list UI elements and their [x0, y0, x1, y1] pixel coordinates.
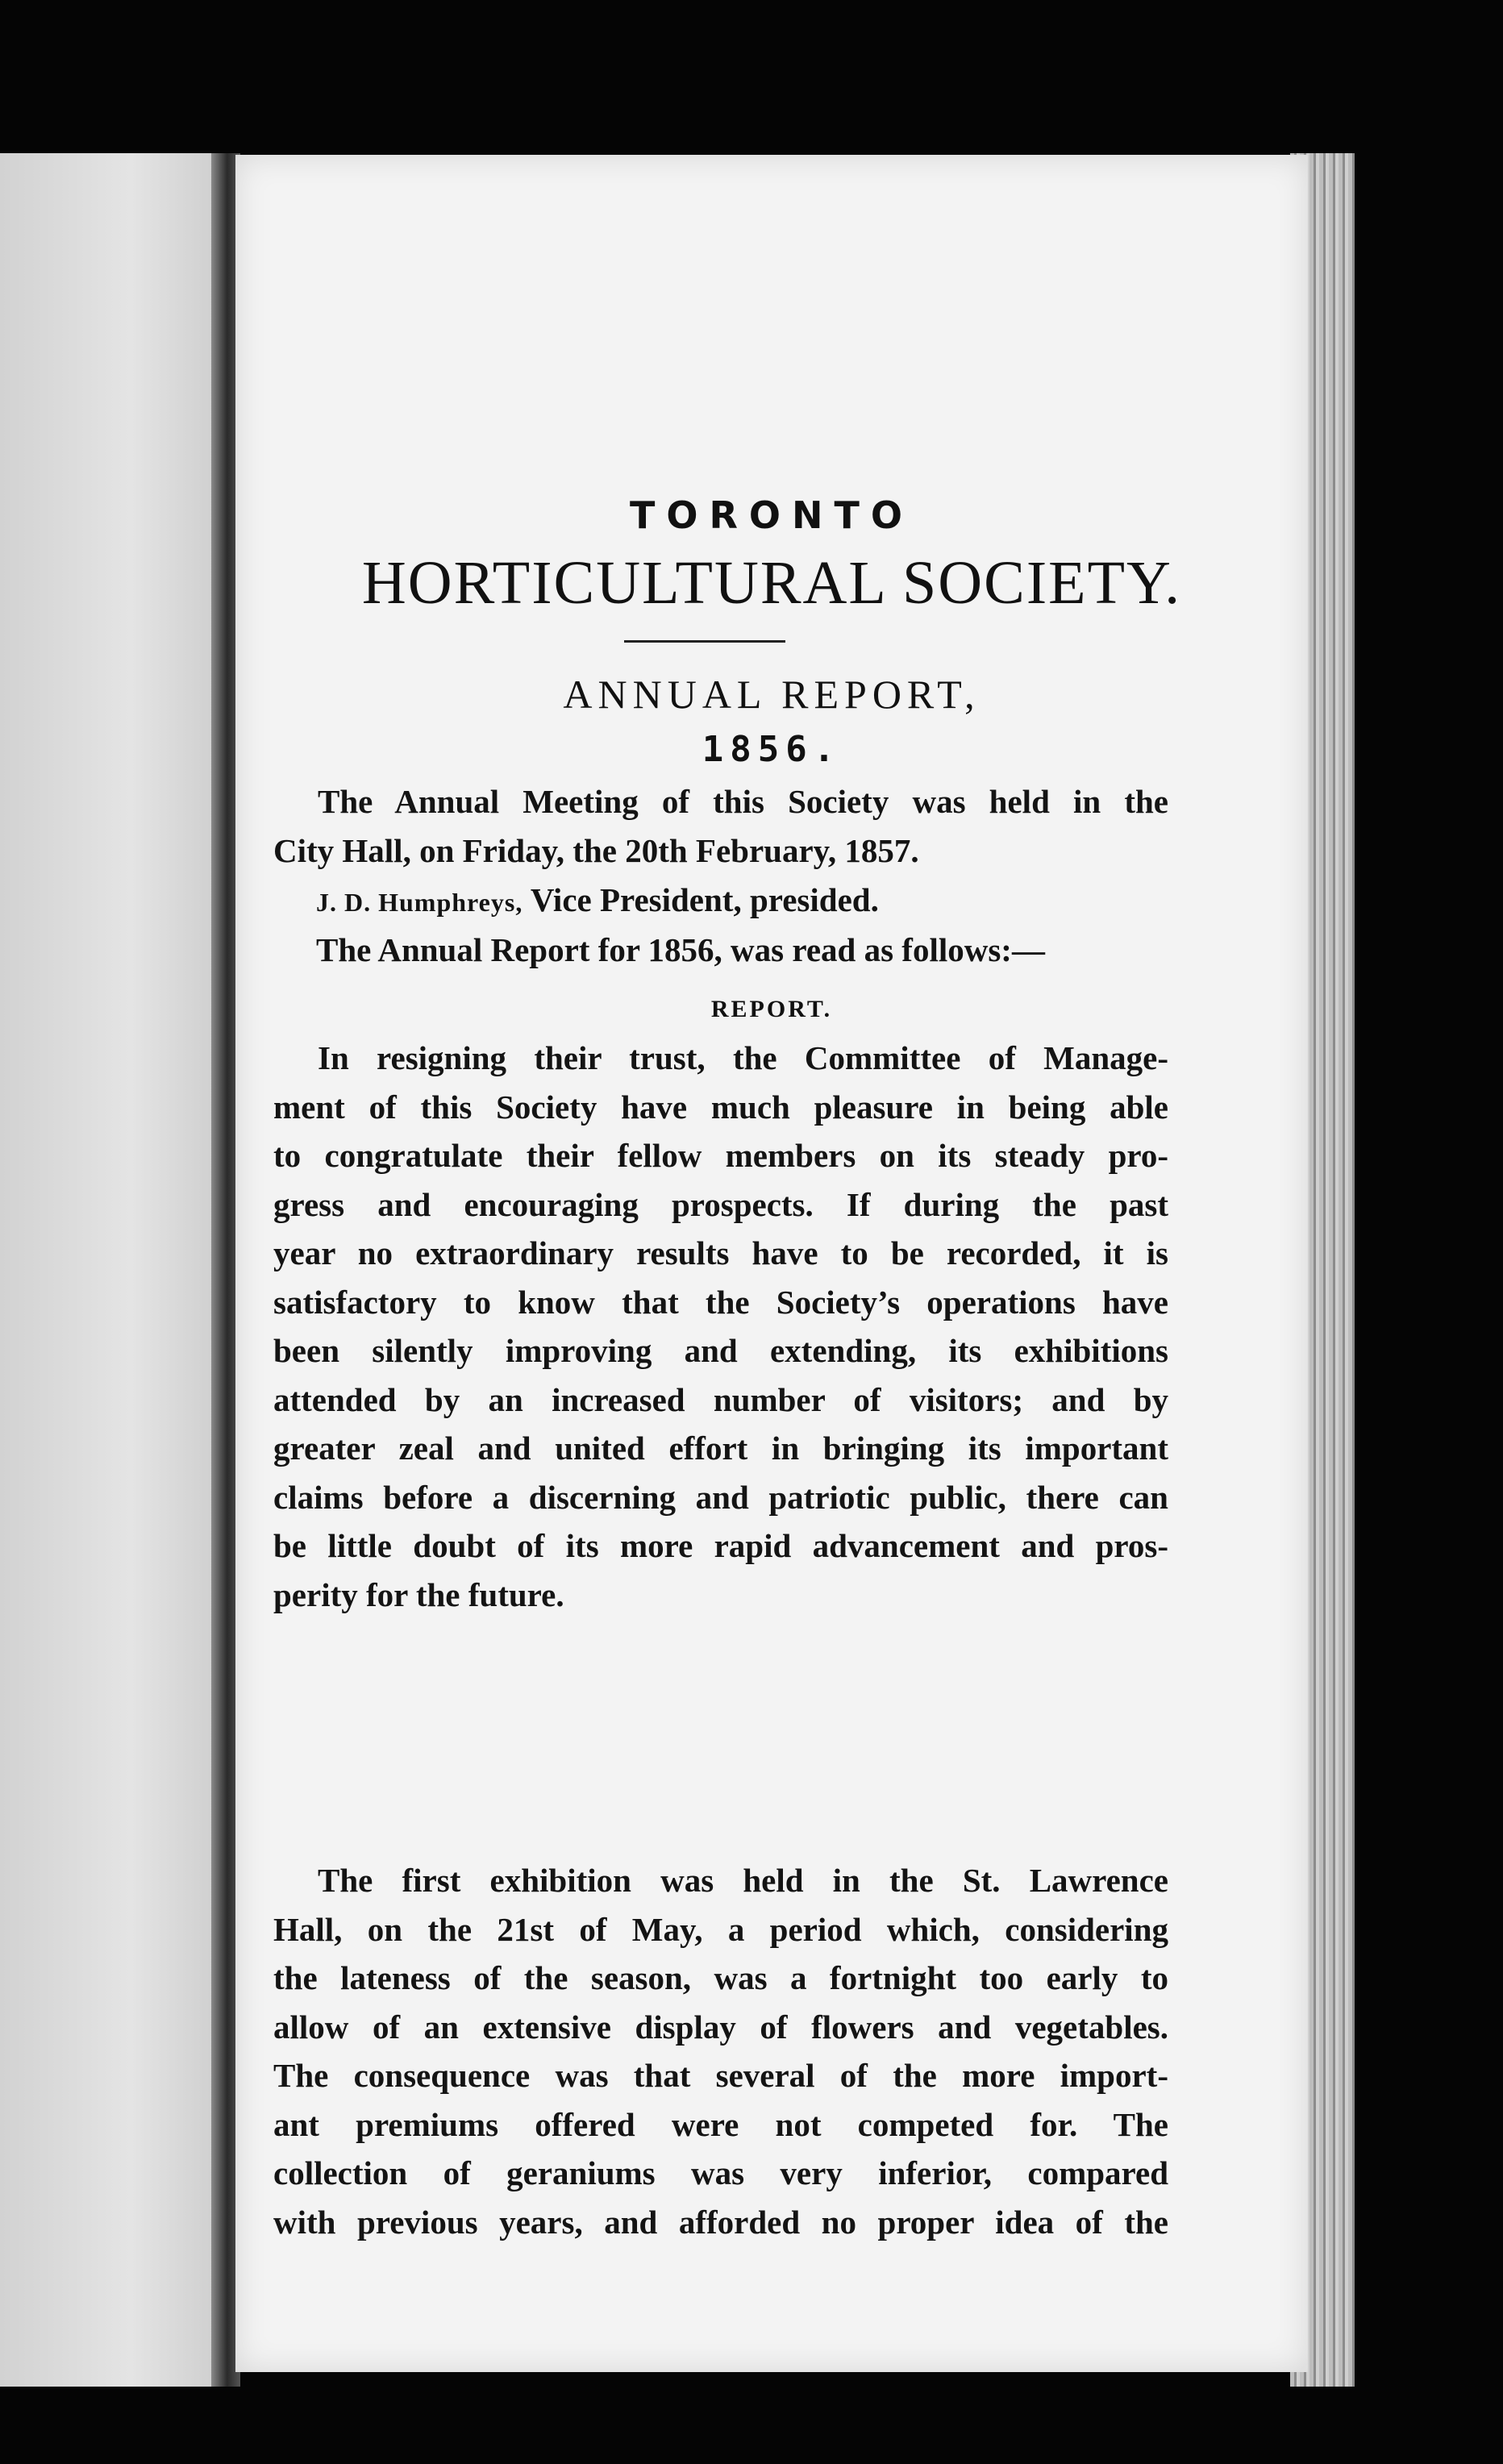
text-line: ment of this Society have much pleasure in being able [273, 1088, 1168, 1126]
text-line: In resigning their trust, the Committee of Manage- [318, 1039, 1168, 1076]
heading-rule [624, 640, 785, 643]
text-line: ant premiums offered were not competed for. The [273, 2105, 1168, 2143]
heading-society: HORTICULTURAL SOCIETY. [361, 549, 1182, 617]
text-line: year no extraordinary results have to be recorded, it is [273, 1234, 1168, 1272]
presiding-officer-name: J. D. Humphreys, [316, 888, 523, 917]
text-line: The consequence was that several of the more import- [273, 2057, 1168, 2094]
report-paragraph-1 [273, 1034, 1168, 1619]
text-line: City Hall, on Friday, the 20th February, 1857. [273, 831, 919, 869]
text-line: greater zeal and united effort in bringing its important [273, 1430, 1168, 1467]
report-paragraph-2 [273, 1856, 1168, 2246]
text-line: The Annual Meeting of this Society was held in the [318, 783, 1168, 820]
text-line: collection of geraniums was very inferior, compared [273, 2154, 1168, 2191]
presided-text: Vice President, presided. [523, 881, 879, 918]
text-line: claims before a discerning and patriotic public, there can [273, 1478, 1168, 1516]
text-line: The first exhibition was held in the St. Lawrence [318, 1862, 1168, 1899]
heading-city: TORONTO [630, 493, 914, 537]
text-line: allow of an extensive display of flowers and vegetables. [273, 2008, 1168, 2046]
read-line: The Annual Report for 1856, was read as follows:— [316, 931, 1045, 968]
text-line: perity for the future. [273, 1575, 564, 1613]
book-page [235, 155, 1308, 2372]
report-subheading: REPORT. [710, 996, 833, 1022]
meeting-paragraph [273, 777, 1168, 875]
text-line: be little doubt of its more rapid advancement and pros- [273, 1527, 1168, 1564]
text-line: satisfactory to know that the Society’s operations have [273, 1283, 1168, 1321]
text-line: attended by an increased number of visitors; and by [273, 1380, 1168, 1418]
heading-year: 1856. [702, 729, 842, 770]
text-line: the lateness of the season, was a fortnight too early to [273, 1959, 1168, 1996]
text-line: with previous years, and afforded no proper idea of the [273, 2203, 1168, 2241]
text-line: gress and encouraging prospects. If during the past [273, 1185, 1168, 1223]
presided-line [316, 880, 879, 919]
text-line: been silently improving and extending, its exhibitions [273, 1332, 1168, 1369]
heading-report-title: ANNUAL REPORT, [563, 672, 980, 717]
text-line: Hall, on the 21st of May, a period which, considering [273, 1910, 1168, 1948]
text-line: to congratulate their fellow members on its steady pro- [273, 1137, 1168, 1174]
facing-page-left [0, 153, 218, 2387]
